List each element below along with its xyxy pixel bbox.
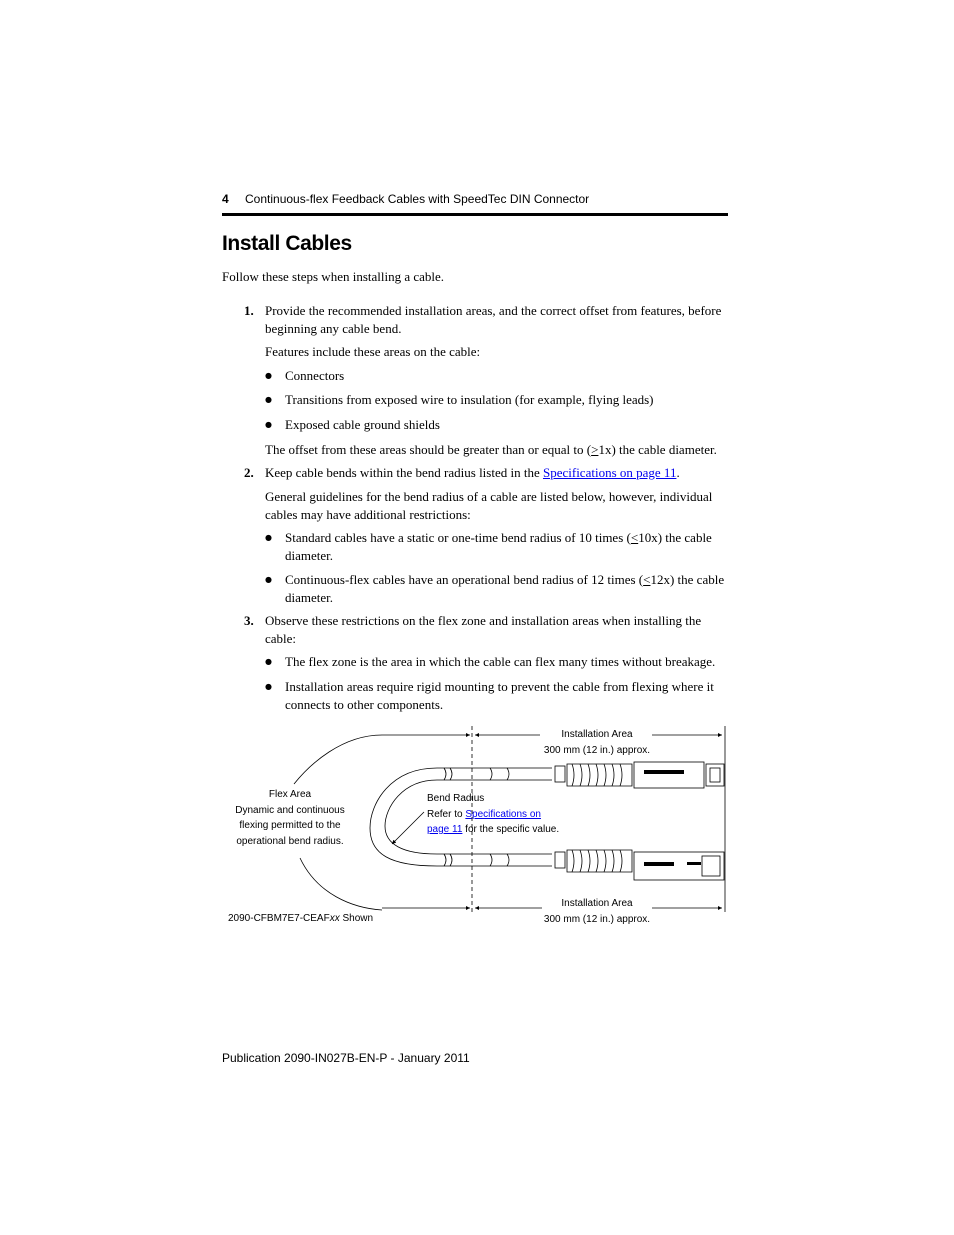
list-item: Standard cables have a static or one-time bend radius of 10 times (<10x) the cable diameter. bbox=[285, 530, 712, 563]
flex-area-leader-top bbox=[294, 735, 382, 784]
page-number: 4 bbox=[222, 192, 229, 206]
top-ferrule bbox=[555, 766, 565, 782]
bottom-ferrule bbox=[555, 852, 565, 868]
figure-caption: 2090-CFBM7E7-CEAFxx Shown bbox=[228, 913, 374, 924]
header-rule bbox=[222, 213, 728, 216]
bend-radius-leader bbox=[392, 812, 424, 844]
top-connector-head bbox=[706, 764, 724, 786]
break-mark bbox=[444, 854, 452, 866]
flex-area-label: Flex Area Dynamic and continuous flexing permitted to the operational bend radius. bbox=[235, 789, 345, 847]
top-connector-face bbox=[710, 768, 720, 782]
cable-installation-figure bbox=[222, 724, 732, 936]
installation-area-top-label: Installation Area 300 mm (12 in.) approx. bbox=[543, 729, 651, 756]
running-header-title: Continuous-flex Feedback Cables with SpeedTec DIN Connector bbox=[245, 192, 590, 206]
bend-radius-specifications-link[interactable]: Specifications on bbox=[465, 808, 541, 820]
publication-footer: Publication 2090-IN027B-EN-P - January 2011 bbox=[222, 1051, 470, 1065]
step-number-3: 3. bbox=[244, 613, 254, 628]
break-mark bbox=[444, 768, 452, 780]
bullet-icon: ● bbox=[265, 682, 272, 691]
bullet-icon: ● bbox=[265, 371, 272, 380]
break-mark bbox=[490, 768, 509, 780]
break-mark bbox=[490, 854, 509, 866]
step-2-guidelines: General guidelines for the bend radius of a cable are listed below, however, individual cables may have additional restrictions: bbox=[265, 489, 713, 522]
top-connector-body bbox=[634, 762, 704, 788]
bullet-icon: ● bbox=[265, 575, 272, 584]
list-item: The flex zone is the area in which the cable can flex many times without breakage. bbox=[285, 654, 716, 669]
top-connector-label-mark bbox=[644, 770, 684, 774]
step-1-text: Provide the recommended installation areas, and the correct offset from features, before beginning any cable bend. bbox=[265, 303, 722, 336]
list-item: Exposed cable ground shields bbox=[285, 417, 440, 432]
step-1-offset-text: The offset from these areas should be greater than or equal to (>1x) the cable diameter. bbox=[265, 442, 717, 457]
bullet-icon: ● bbox=[265, 395, 272, 404]
list-item: Continuous-flex cables have an operational bend radius of 12 times (<12x) the cable diameter. bbox=[285, 572, 725, 605]
bottom-connector-label-mark bbox=[687, 862, 701, 865]
step-number-2: 2. bbox=[244, 465, 254, 480]
section-title: Install Cables bbox=[222, 232, 352, 255]
top-ribbing bbox=[572, 764, 622, 786]
bullet-icon: ● bbox=[265, 533, 272, 542]
list-item: Transitions from exposed wire to insulation (for example, flying leads) bbox=[285, 392, 654, 407]
step-2-text: Keep cable bends within the bend radius listed in the Specifications on page 11. bbox=[265, 465, 680, 480]
step-number-1: 1. bbox=[244, 303, 254, 318]
bottom-connector-head bbox=[702, 856, 720, 876]
step-3-text: Observe these restrictions on the flex zone and installation areas when installing the cable: bbox=[265, 613, 702, 646]
bottom-connector-label-mark bbox=[644, 862, 674, 866]
specifications-link[interactable]: Specifications on page 11 bbox=[542, 465, 677, 480]
bend-radius-label: Bend Radius Refer to Specifications on page 11 for the specific value. bbox=[427, 793, 560, 835]
bottom-ribbing bbox=[572, 850, 622, 872]
flex-area-leader-bottom bbox=[300, 858, 382, 910]
bullet-icon: ● bbox=[265, 420, 272, 429]
intro-paragraph: Follow these steps when installing a cable. bbox=[222, 269, 445, 284]
list-item: Installation areas require rigid mounting to prevent the cable from flexing where it connects to other components. bbox=[285, 679, 714, 712]
step-1-features-intro: Features include these areas on the cable: bbox=[265, 344, 481, 359]
installation-area-bottom-label: Installation Area 300 mm (12 in.) approx. bbox=[543, 898, 651, 925]
bullet-icon: ● bbox=[265, 657, 272, 666]
list-item: Connectors bbox=[285, 368, 345, 383]
bend-radius-page-link[interactable]: page 11 bbox=[427, 824, 463, 835]
